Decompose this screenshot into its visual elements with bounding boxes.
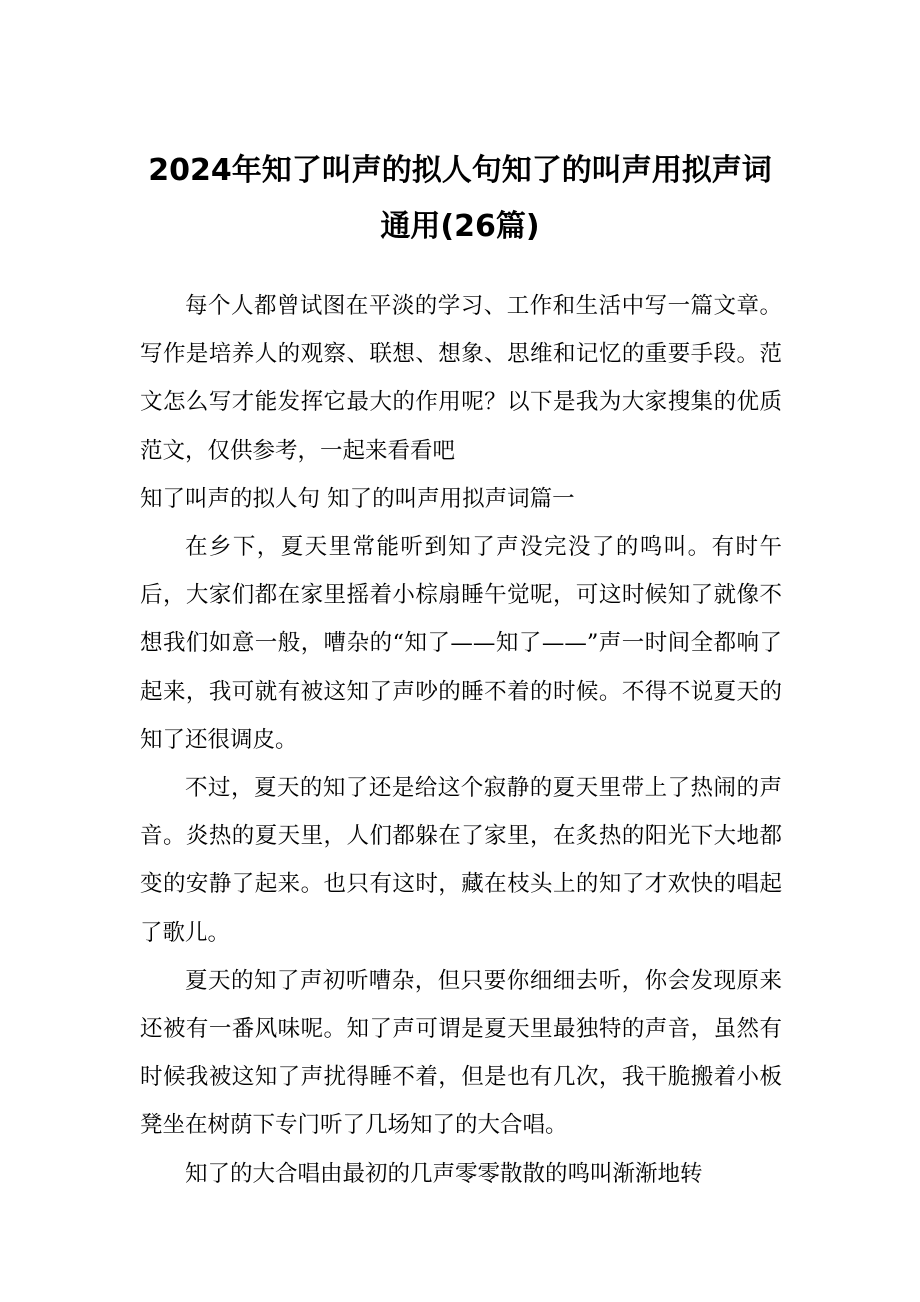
body-paragraph: 知了的大合唱由最初的几声零零散散的鸣叫渐渐地转 xyxy=(185,1160,703,1187)
body-paragraph: 在乡下，夏天里常能听到知了声没完没了的鸣叫。有时午后，大家们都在家里摇着小棕扇睡午觉呢，可这时候知了就像不想我们如意一般，嘈杂的“知了——知了——”声一时间全都响了起来，我可就有被这知了声吵的睡不着的时候。不得不说夏天的知了还很调皮。 xyxy=(140,534,782,753)
section-heading: 知了叫声的拟人句 知了的叫声用拟声词篇一 xyxy=(140,485,575,512)
intro-paragraph: 每个人都曾试图在平淡的学习、工作和生活中写一篇文章。写作是培养人的观察、联想、想象、思维和记忆的重要手段。范文怎么写才能发挥它最大的作用呢？以下是我为大家搜集的优质范文，仅供参考，一起来看看吧 xyxy=(140,293,782,464)
body-paragraph: 夏天的知了声初听嘈杂，但只要你细细去听，你会发现原来还被有一番风味呢。知了声可谓是夏天里最独特的声音，虽然有时候我被这知了声扰得睡不着，但是也有几次，我干脆搬着小板凳坐在树荫下专门听了几场知了的大合唱。 xyxy=(140,967,782,1139)
body-paragraph: 不过，夏天的知了还是给这个寂静的夏天里带上了热闹的声音。炎热的夏天里，人们都躲在了家里，在炙热的阳光下大地都变的安静了起来。也只有这时，藏在枝头上的知了才欢快的唱起了歌儿。 xyxy=(140,775,782,946)
document-body xyxy=(140,282,782,1198)
document-title: 2024年知了叫声的拟人句知了的叫声用拟声词通用(26篇) xyxy=(148,153,772,244)
